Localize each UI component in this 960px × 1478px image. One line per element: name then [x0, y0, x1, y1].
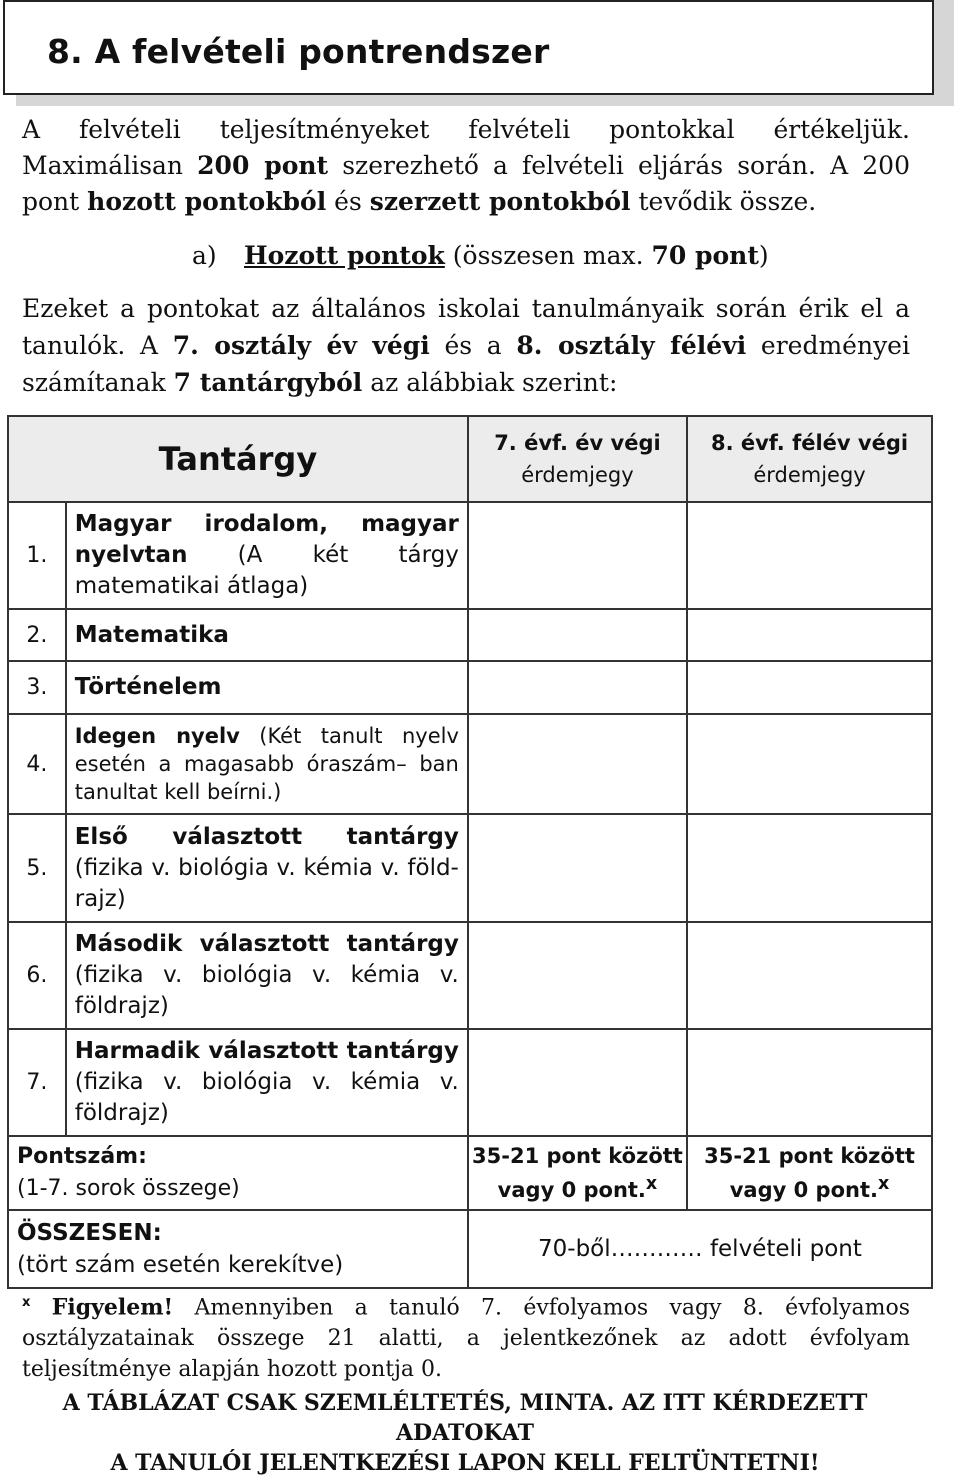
intro-text-3: és — [326, 187, 370, 216]
subject-cell — [66, 502, 468, 609]
header-col-7-bold: 7. évf. év végi — [494, 431, 661, 455]
subject-name: Történelem — [74, 674, 222, 700]
grade-cell-8 — [687, 609, 932, 661]
section-a-heading — [192, 238, 769, 274]
para-bold-2: 8. osztály félévi — [516, 331, 747, 360]
row-number: 1. — [8, 502, 66, 609]
footnote-bold: Figyelem! — [51, 1294, 174, 1321]
grades-table — [7, 415, 933, 1289]
subject-cell — [66, 814, 468, 922]
sum-row — [8, 1136, 932, 1210]
sum-col-8-line2: vagy 0 pont. — [729, 1178, 878, 1202]
total-label: ÖSSZESEN: — [17, 1220, 162, 1246]
section-a-max: 70 pont — [651, 241, 759, 270]
intro-text-2: szerezhető a felvételi eljárás során. A 200 pont — [22, 151, 910, 216]
para-text-4: az alábbiak szerint: — [362, 368, 618, 397]
para-text-3: eredményei számítanak — [22, 331, 910, 397]
sum-col-8 — [687, 1136, 932, 1210]
explanation-paragraph — [22, 290, 910, 401]
header-col-8 — [687, 416, 932, 502]
total-label-cell — [8, 1210, 468, 1288]
footnote-mark: x — [877, 1174, 890, 1194]
table-row — [8, 922, 932, 1029]
footnote-mark: x — [22, 1295, 31, 1310]
closing-line-2: A TANULÓI JELENTKEZÉSI LAPON KELL FELTÜNTETNI! — [110, 1450, 820, 1476]
header-col-8-bold: 8. évf. félév végi — [710, 431, 909, 455]
page-title: 8. A felvételi pontrendszer — [47, 32, 550, 71]
title-box — [3, 0, 934, 95]
subject-name: Második választott tantárgy — [74, 931, 459, 957]
para-bold-3: 7 tantárgyból — [173, 368, 363, 397]
subject-note: (fizika v. biológia v. kémia v. föld- rajz) — [74, 854, 459, 912]
sum-col-7-line1: 35-21 pont között — [472, 1144, 683, 1168]
sum-sublabel: (1-7. sorok összege) — [17, 1176, 240, 1201]
footnote-mark: x — [645, 1174, 658, 1194]
grade-cell-7 — [468, 814, 687, 922]
section-a-rest: (összesen max. — [444, 241, 652, 270]
subject-cell — [66, 609, 468, 661]
sum-col-8-line1: 35-21 pont között — [704, 1144, 915, 1168]
closing-line-1: A TÁBLÁZAT CSAK SZEMLÉLTETÉS, MINTA. AZ ITT KÉRDEZETT ADATOKAT — [62, 1390, 868, 1446]
footnote — [22, 1287, 910, 1385]
table-row — [8, 609, 932, 661]
table-row — [8, 714, 932, 814]
header-col-8-sub: érdemjegy — [753, 463, 866, 487]
subject-note: (fizika v. biológia v. kémia v. földrajz) — [74, 962, 459, 1019]
row-number: 5. — [8, 814, 66, 922]
grade-cell-8 — [687, 1029, 932, 1136]
total-sublabel: (tört szám esetén kerekítve) — [17, 1252, 344, 1278]
section-a-close: ) — [758, 241, 769, 270]
total-row — [8, 1210, 932, 1288]
header-col-7-sub: érdemjegy — [521, 463, 634, 487]
para-text-1: Ezeket a pontokat az általános iskolai tanulmányaik során érik el a tanulók. A — [22, 294, 910, 360]
subject-cell — [66, 714, 468, 814]
header-subject: Tantárgy — [8, 416, 468, 502]
subject-note: (fizika v. biológia v. kémia v. földrajz) — [74, 1069, 459, 1126]
intro-paragraph — [22, 112, 910, 220]
total-value: 70-ből………… felvételi pont — [468, 1210, 932, 1288]
subject-name: Matematika — [74, 621, 229, 648]
grade-cell-7 — [468, 1029, 687, 1136]
sum-label-cell — [8, 1136, 468, 1210]
subject-name: Harmadik választott tantárgy — [74, 1038, 459, 1064]
grade-cell-7 — [468, 502, 687, 609]
intro-bold-1: 200 pont — [197, 151, 329, 180]
grade-cell-7 — [468, 609, 687, 661]
table-row — [8, 814, 932, 922]
grade-cell-7 — [468, 661, 687, 714]
intro-text-1: A felvételi teljesítményeket felvételi pontokkal értékeljük. Maximálisan — [22, 115, 910, 180]
sum-col-7-line2: vagy 0 pont. — [497, 1178, 646, 1202]
table-row — [8, 1029, 932, 1136]
grade-cell-8 — [687, 502, 932, 609]
sum-label: Pontszám: — [17, 1144, 147, 1169]
grade-cell-8 — [687, 922, 932, 1029]
grade-cell-8 — [687, 714, 932, 814]
row-number: 7. — [8, 1029, 66, 1136]
subject-cell — [66, 661, 468, 714]
header-col-7 — [468, 416, 687, 502]
subject-name: Magyar irodalom, magyar nyelvtan — [74, 511, 459, 568]
closing-notice — [0, 1388, 930, 1478]
grade-cell-7 — [468, 714, 687, 814]
grade-cell-7 — [468, 922, 687, 1029]
section-a-title: Hozott pontok — [244, 241, 445, 270]
subject-cell — [66, 1029, 468, 1136]
row-number: 4. — [8, 714, 66, 814]
subject-cell — [66, 922, 468, 1029]
subject-name: Első választott tantárgy — [74, 823, 459, 850]
table-header-row — [8, 416, 932, 502]
subject-note: (A két tárgy matematikai átlaga) — [74, 542, 459, 599]
subject-note: (Két tanult nyelv esetén a magasabb óraszám– ban tanultat kell beírni.) — [74, 724, 459, 804]
row-number: 2. — [8, 609, 66, 661]
section-a-label: a) — [192, 241, 217, 270]
grade-cell-8 — [687, 661, 932, 714]
row-number: 3. — [8, 661, 66, 714]
grade-cell-8 — [687, 814, 932, 922]
sum-col-7 — [468, 1136, 687, 1210]
table-row — [8, 502, 932, 609]
intro-text-4: tevődik össze. — [630, 187, 817, 216]
intro-bold-2: hozott pontokból — [87, 187, 327, 216]
subject-name: Idegen nyelv — [74, 724, 240, 748]
row-number: 6. — [8, 922, 66, 1029]
para-bold-1: 7. osztály év végi — [172, 331, 430, 360]
intro-bold-3: szerzett pontokból — [369, 187, 631, 216]
table-row — [8, 661, 932, 714]
footnote-text: Amennyiben a tanuló 7. évfolyamos vagy 8. évfolyamos osztályzatainak összege 21 alatti, a jelentkezőnek az adott évfolyam teljesítménye alapján hozott pontja 0. — [22, 1295, 910, 1383]
para-text-2: és a — [429, 331, 517, 360]
